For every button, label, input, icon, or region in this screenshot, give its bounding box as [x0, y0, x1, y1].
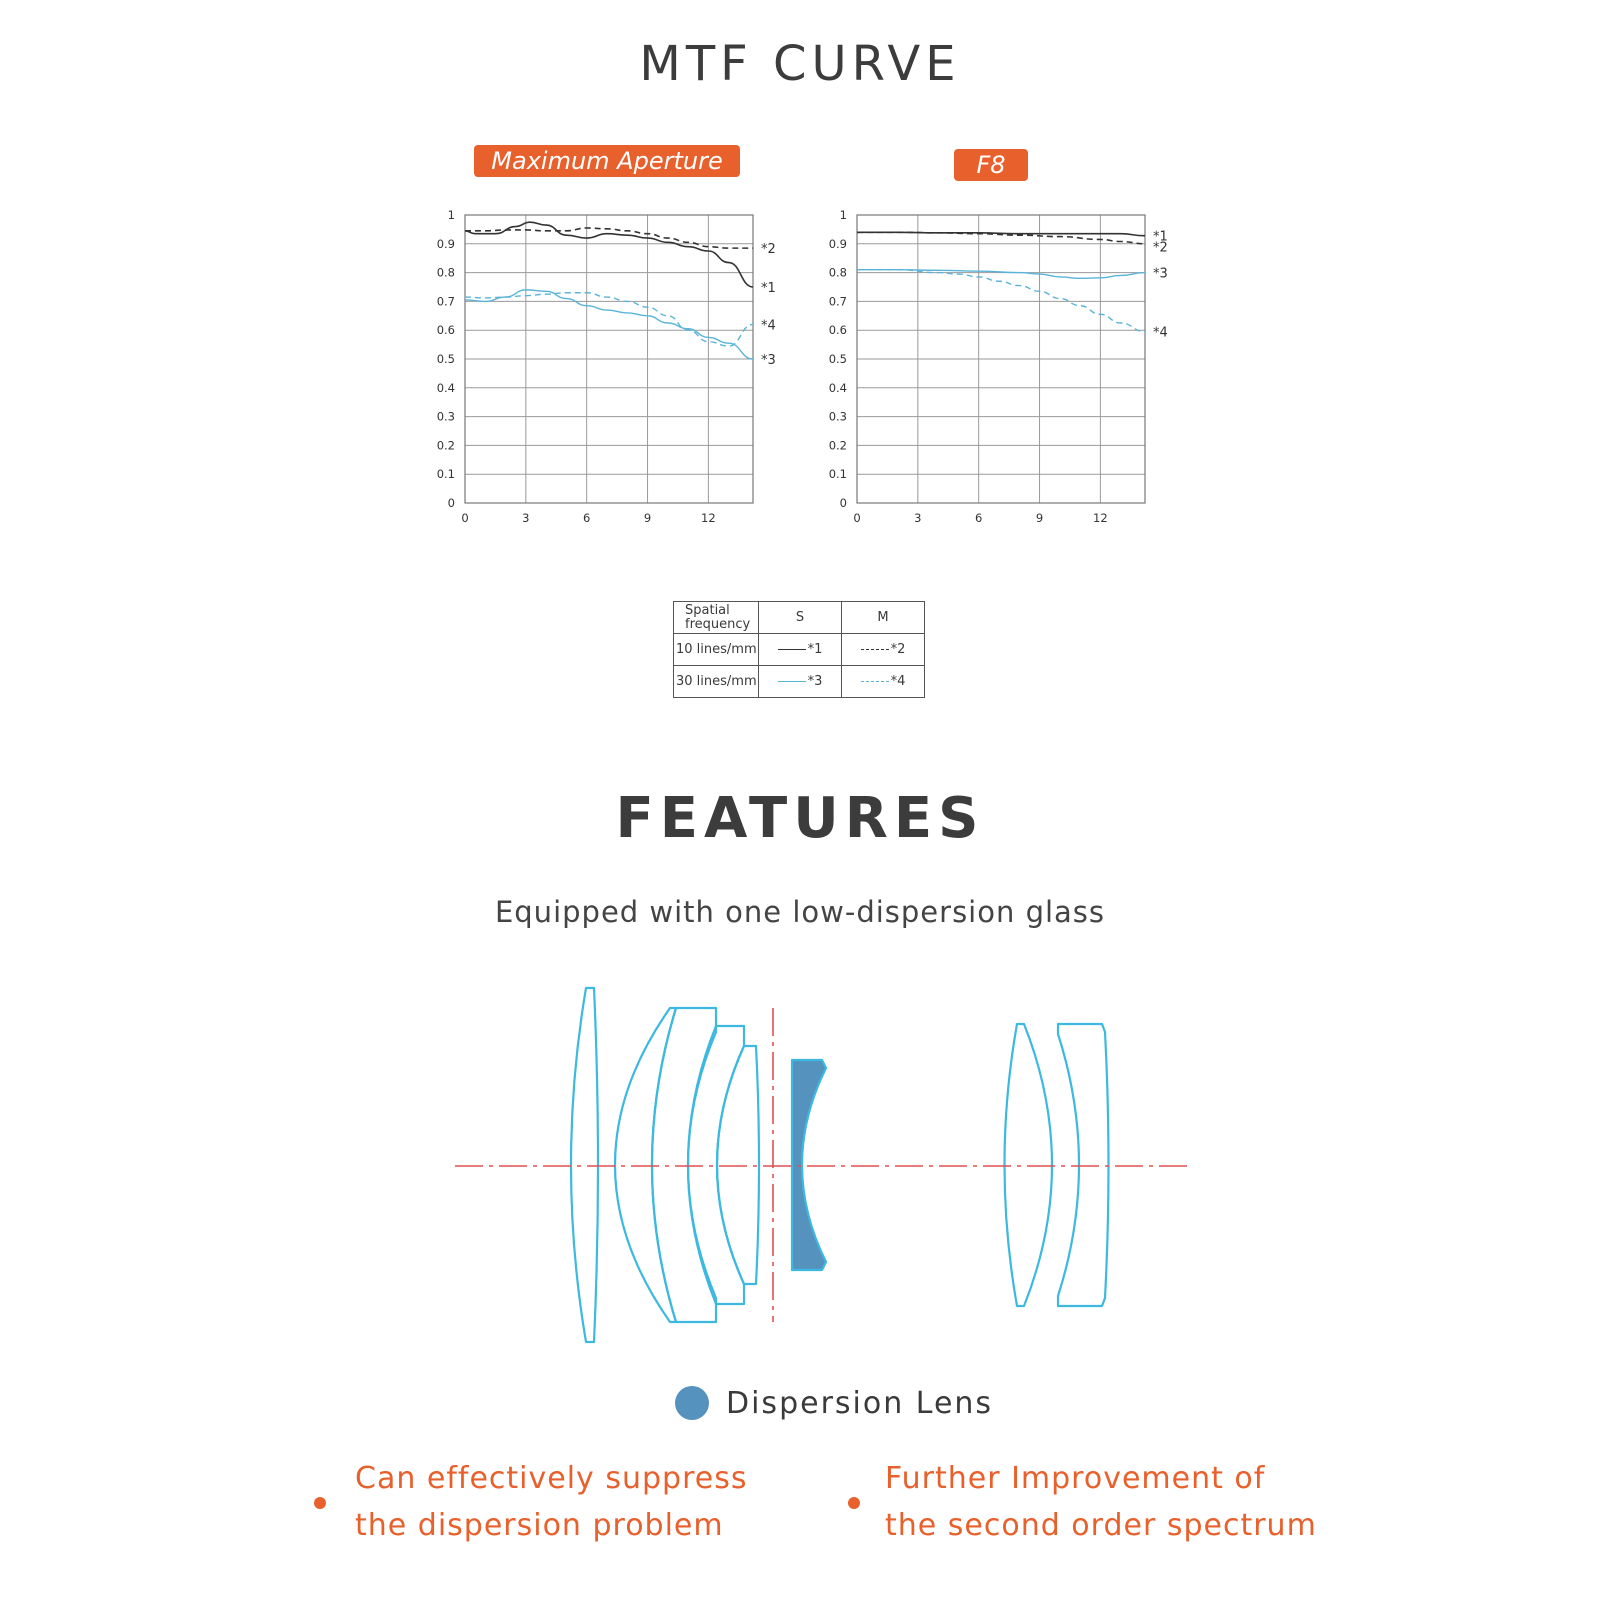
series-end-label: *2 — [761, 242, 776, 258]
mtf-title: MTF CURVE — [639, 36, 961, 92]
series-line — [465, 290, 753, 359]
dashed-light-line-sample — [861, 681, 889, 682]
legend-header-frequency: Spatial frequency — [674, 602, 759, 634]
series-end-label: *3 — [1153, 266, 1168, 282]
x-tick-label: 9 — [643, 511, 652, 525]
dispersion-lens-label: Dispersion Lens — [726, 1386, 994, 1421]
legend-table — [673, 601, 925, 698]
y-tick-label: 0.6 — [828, 323, 847, 338]
y-tick-label: 1 — [839, 208, 847, 222]
x-tick-label: 3 — [914, 511, 922, 525]
y-tick-label: 0.4 — [828, 380, 847, 395]
legend-s-30: *3 — [759, 666, 842, 698]
y-tick-label: 0.3 — [436, 409, 455, 424]
y-tick-label: 0.7 — [436, 294, 455, 309]
dispersion-lens-dot-icon — [675, 1386, 709, 1420]
y-tick-label: 0.9 — [436, 236, 455, 251]
y-tick-label: 0.1 — [436, 467, 455, 482]
max-aperture-badge: Maximum Aperture — [474, 145, 740, 177]
f8-badge: F8 — [954, 149, 1028, 181]
series-line — [465, 222, 753, 287]
bullet-item: Can effectively suppress the dispersion problem — [355, 1461, 748, 1543]
legend-row — [674, 634, 925, 666]
x-tick-label: 12 — [701, 511, 716, 525]
series-end-label: *1 — [761, 281, 776, 296]
series-end-label: *2 — [1153, 240, 1168, 256]
y-tick-label: 0 — [839, 496, 847, 510]
y-tick-label: 0.2 — [828, 438, 847, 453]
legend-m-30: *4 — [842, 666, 925, 698]
y-tick-label: 0.3 — [828, 409, 847, 424]
y-tick-label: 0.1 — [828, 467, 847, 482]
bullet-item: Further Improvement of the second order spectrum — [885, 1461, 1317, 1543]
y-tick-label: 0.2 — [436, 438, 455, 453]
x-tick-label: 0 — [461, 511, 469, 525]
solid-dark-line-sample — [778, 649, 806, 650]
legend-freq-30: 30 lines/mm — [674, 666, 759, 698]
y-tick-label: 0.6 — [436, 323, 455, 338]
x-tick-label: 6 — [975, 511, 983, 525]
legend-s-10: *1 — [759, 634, 842, 666]
bullet-dot-icon — [314, 1497, 326, 1509]
lens-element-2 — [615, 1008, 676, 1322]
legend-row — [674, 666, 925, 698]
y-tick-label: 0.9 — [828, 236, 847, 251]
series-end-label: *4 — [761, 318, 776, 334]
y-tick-label: 0.8 — [828, 265, 847, 280]
bullet-dot-icon — [848, 1497, 860, 1509]
y-tick-label: 0.5 — [828, 352, 847, 366]
series-line — [857, 270, 1145, 279]
series-end-label: *4 — [1153, 325, 1168, 341]
y-tick-label: 1 — [447, 208, 455, 222]
legend-header-s: S — [759, 602, 842, 634]
series-end-label: *1 — [1153, 229, 1168, 245]
lens-diagram — [440, 975, 1200, 1355]
dashed-dark-line-sample — [861, 649, 889, 650]
legend-m-10: *2 — [842, 634, 925, 666]
mtf-chart-f8 — [812, 200, 1192, 530]
mtf-chart-max-aperture — [420, 200, 800, 530]
lens-element-6 — [1005, 1024, 1053, 1306]
y-tick-label: 0.5 — [436, 352, 455, 366]
lens-element-1 — [571, 988, 598, 1342]
solid-light-line-sample — [778, 681, 806, 682]
legend-header-m: M — [842, 602, 925, 634]
series-line — [465, 228, 753, 248]
y-tick-label: 0.8 — [436, 265, 455, 280]
x-tick-label: 6 — [583, 511, 591, 525]
legend-freq-10: 10 lines/mm — [674, 634, 759, 666]
features-title: FEATURES — [615, 786, 985, 851]
x-tick-label: 12 — [1093, 511, 1108, 525]
lens-element-7 — [1058, 1024, 1109, 1306]
series-end-label: *3 — [761, 353, 776, 368]
y-tick-label: 0.4 — [436, 380, 455, 395]
dispersion-lens-element — [792, 1060, 826, 1270]
legend-header-row — [674, 602, 925, 634]
y-tick-label: 0 — [447, 496, 455, 510]
features-subtitle: Equipped with one low-dispersion glass — [494, 895, 1106, 929]
lens-element-5 — [717, 1046, 759, 1284]
y-tick-label: 0.7 — [828, 294, 847, 309]
x-tick-label: 0 — [853, 511, 861, 525]
series-line — [857, 270, 1145, 332]
x-tick-label: 9 — [1035, 511, 1044, 525]
x-tick-label: 3 — [522, 511, 530, 525]
